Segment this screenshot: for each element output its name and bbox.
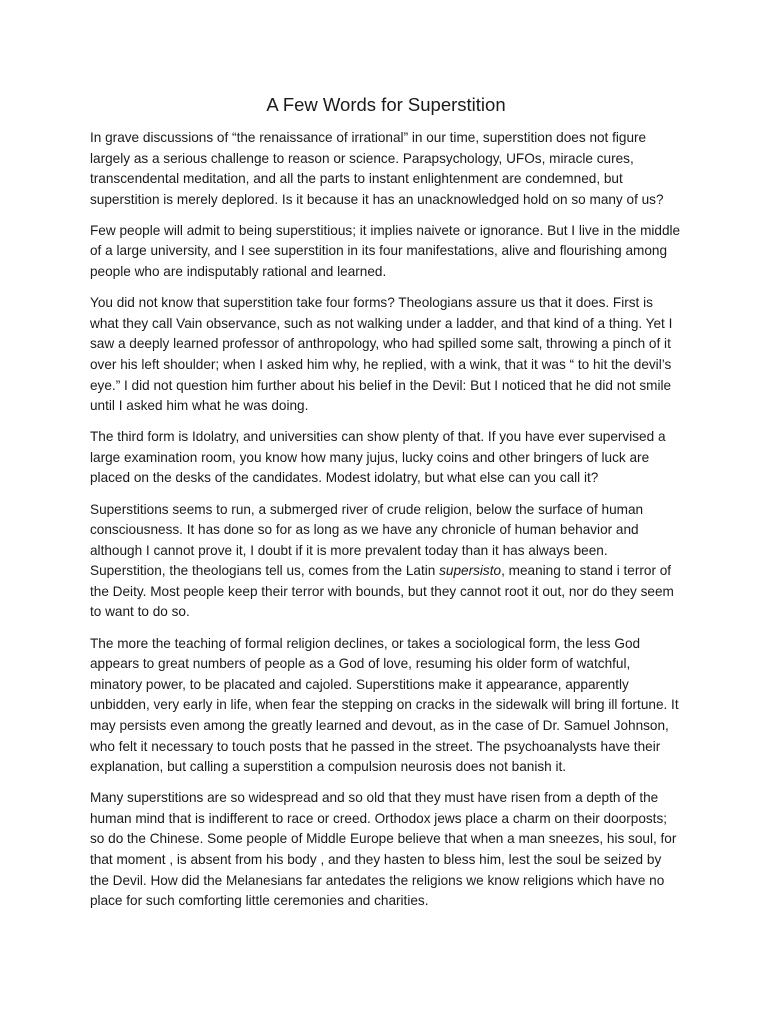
latin-term: supersisto — [439, 563, 502, 579]
document-page — [90, 92, 682, 922]
paragraph-four-forms: You did not know that superstition take four forms? Theologians assure us that it does. First is what they call Vain observance, such as not walking under a ladder, and that kind of a thing. Yet I saw a deeply learned professor of anthropology, who had spilled some salt, throwing a pinch of it over his left shoulder; when I asked him why, he replied, with a wink, that it was “ to hit the devil’s eye.” I did not question him further about his belief in the Devil: But I noticed that he did not smile until I asked him what he was doing. — [90, 295, 673, 414]
paragraph-few-people: Few people will admit to being superstitious; it implies naivete or ignorance. But I live in the middle of a large university, and I see superstition in its four manifestations, alive and flourishing among people who are indisputably rational and learned. — [90, 222, 681, 280]
paragraph-submerged-river — [90, 500, 682, 624]
paragraph-text-before: Superstitions seems to run, a submerged river of crude religion, below the surface of human consciousness. It has done so for as long as we have any chronicle of human behavior and although I cannot prove it, I doubt if it is more prevalent today than it has always been. Superstition, the theologians tell us, comes from the Latin — [90, 501, 644, 579]
paragraph-widespread: Many superstitions are so widespread and so old that they must have risen from a depth of the human mind that is indifferent to race or creed. Orthodox jews place a charm on their doorposts; so do the Chinese. Some people of Middle Europe believe that when a man sneezes, his soul, for that moment , is absent from his body , and they hasten to bless him, lest the soul be seized by the Devil. How did the Melanesians far antedates the religions we know religions which have no place for such comforting little ceremonies and charities. — [90, 790, 677, 909]
paragraph-intro: In grave discussions of “the renaissance of irrational” in our time, superstition does not figure largely as a serious challenge to reason or science. Parapsychology, UFOs, miracle cures, transcendental meditation, and all the parts to instant enlightenment are condemned, but superstition is merely deplored. Is it because it has an unacknowledged hold on so many of us? — [90, 130, 664, 207]
paragraph-text-after: , meaning to stand i terror of the Deity. Most people keep their terror with bounds, but they cannot root it out, nor do they seem to want to do so. — [90, 563, 674, 620]
document-title: A Few Words for Superstition — [266, 94, 506, 115]
paragraph-formal-religion: The more the teaching of formal religion declines, or takes a sociological form, the less God appears to great numbers of people as a God of love, resuming his older form of watchful, minatory power, to be placated and cajoled. Superstitions make it appearance, apparently unbidden, very early in life, when fear the stepping on cracks in the sidewalk will bring ill fortune. It may persists even among the greatly learned and devout, as in the case of Dr. Samuel Johnson, who felt it necessary to touch posts that he passed in the street. The psychoanalysts have their explanation, but calling a superstition a compulsion neurosis does not banish it. — [90, 635, 679, 775]
paragraph-idolatry: The third form is Idolatry, and universities can show plenty of that. If you have ever supervised a large examination room, you know how many jujus, lucky coins and other bringers of luck are placed on the desks of the candidates. Modest idolatry, but what else can you call it? — [90, 429, 666, 486]
